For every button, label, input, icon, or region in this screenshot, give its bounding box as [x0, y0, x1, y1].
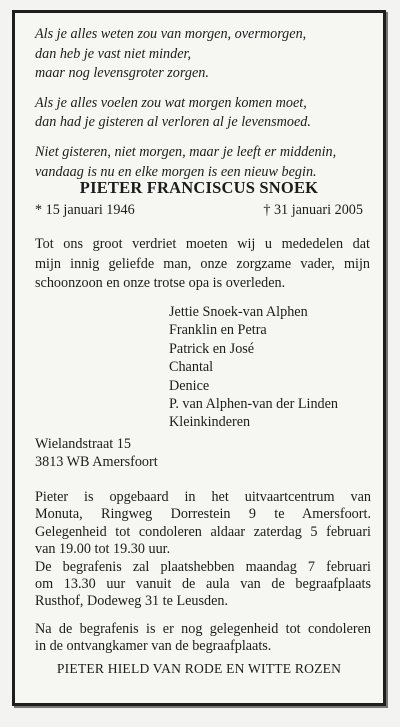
family-name: Jettie Snoek-van Alphen — [169, 304, 308, 320]
address-line: 3813 WB Amersfoort — [35, 454, 158, 471]
funeral-details — [35, 489, 371, 611]
details-line: van 19.00 tot 19.30 uur. — [35, 541, 171, 558]
deceased-name: PIETER FRANCISCUS SNOEK — [79, 178, 319, 197]
details-line: om 13.30 uur vanuit de aula van de begraafplaats — [35, 576, 371, 593]
announcement-line: Tot ons groot verdriet moeten wij u mededelen dat — [35, 236, 370, 252]
condolence-line: in de ontvangkamer van de begraafplaats. — [35, 638, 272, 655]
family-name: Franklin en Petra — [169, 322, 267, 339]
family-name: Chantal — [169, 359, 214, 376]
closing-line: PIETER HIELD VAN RODE EN WITTE ROZEN — [56, 661, 342, 676]
death-date: † 31 januari 2005 — [263, 202, 363, 218]
poem-line: dan heb je vast niet minder, — [35, 45, 192, 62]
address-line: Wielandstraat 15 — [35, 436, 131, 452]
details-line: Pieter is opgebaard in het uitvaartcentrum van — [35, 489, 371, 505]
address — [35, 435, 158, 472]
details-line: De begrafenis zal plaatshebben maandag 7 februari — [35, 558, 371, 575]
family-name: P. van Alphen-van der Linden — [169, 396, 339, 413]
announcement — [35, 235, 370, 294]
details-line: Monuta, Ringweg Dorrestein 9 te Amersfoort. — [35, 506, 371, 523]
announcement-line: mijn innig geliefde man, onze zorgzame vader, mijn — [35, 255, 370, 272]
obituary-card — [12, 10, 386, 706]
announcement-line: schoonzoon en onze trotse opa is overleden. — [35, 275, 286, 292]
family-name: Patrick en José — [169, 340, 255, 357]
family-name: Kleinkinderen — [169, 414, 251, 431]
poem-stanza — [35, 143, 371, 182]
poem-line: Niet gisteren, niet morgen, maar je leeft er middenin, — [35, 143, 337, 160]
birth-date: * 15 januari 1946 — [35, 202, 135, 218]
condolence-line: Na de begrafenis is er nog gelegenheid tot condoleren — [35, 621, 371, 637]
poem-line: vandaag is nu en elke morgen is een nieuw begin. — [35, 163, 317, 180]
poem-line: maar nog levensgroter zorgen. — [35, 65, 209, 82]
poem-line: Als je alles weten zou van morgen, overmorgen, — [35, 26, 307, 42]
poem-line: Als je alles voelen zou wat morgen komen moet, — [35, 94, 307, 111]
poem-stanza — [35, 25, 371, 84]
condolence-note — [35, 621, 371, 656]
poem-stanza — [35, 94, 371, 133]
poem-line: dan had je gisteren al verloren al je levensmoed. — [35, 114, 311, 131]
details-line: Rusthof, Dodeweg 31 te Leusden. — [35, 593, 229, 610]
details-line: Gelegenheid tot condoleren aldaar zaterdag 5 februari — [35, 523, 371, 540]
family-name: Denice — [169, 377, 210, 394]
family-names — [169, 303, 338, 432]
poem — [35, 25, 371, 192]
